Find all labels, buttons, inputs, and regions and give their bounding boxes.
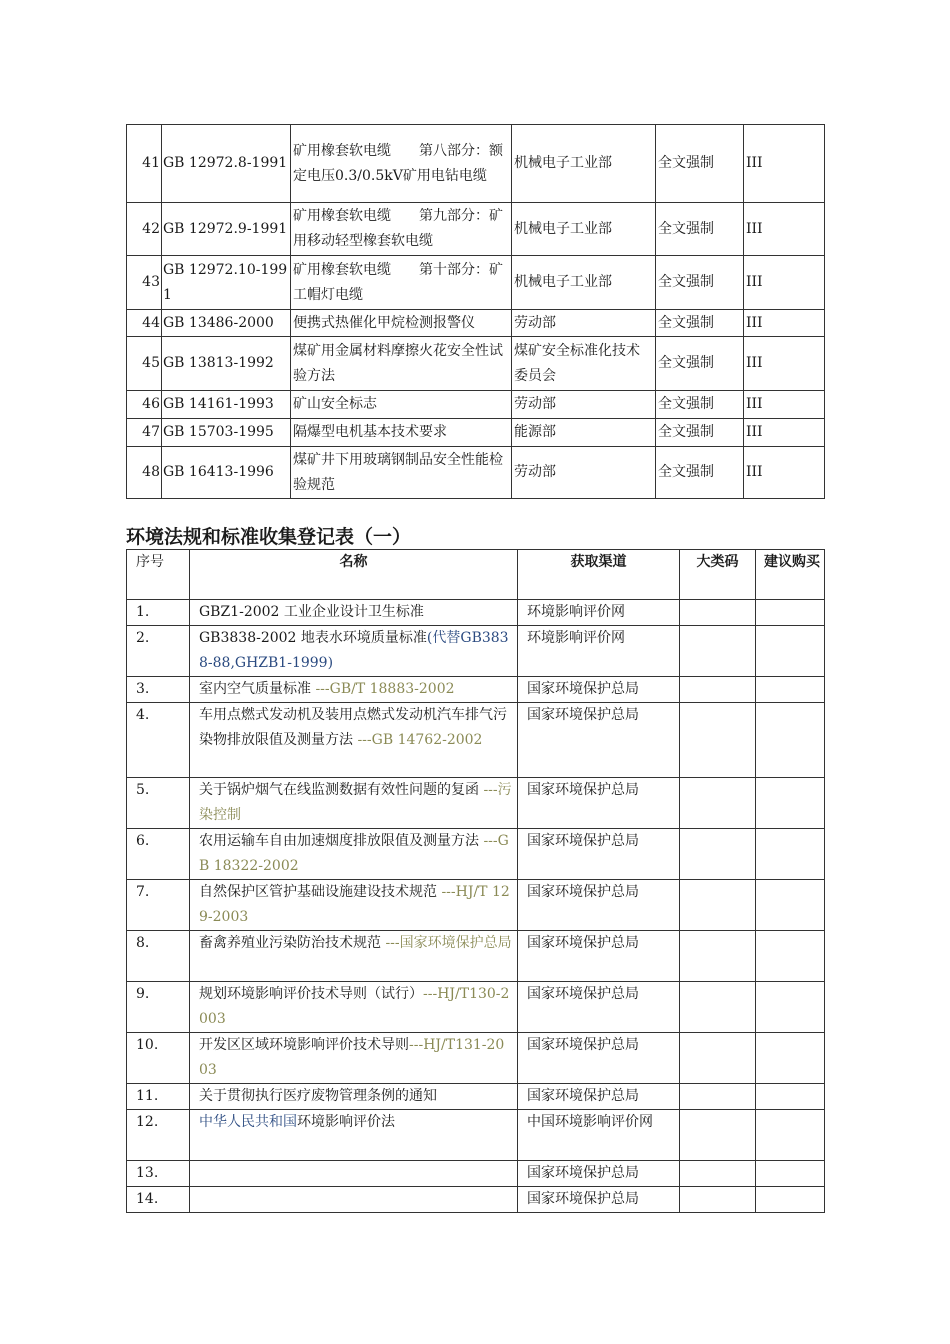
- regulation-suffix: ---污染控制: [199, 782, 512, 823]
- regulation-title: 开发区区域环境影响评价技术导则: [199, 1037, 409, 1053]
- source-channel: 国家环境保护总局: [518, 1084, 680, 1110]
- row-seq: 1.: [127, 600, 190, 626]
- category-code: [680, 1187, 756, 1213]
- row-number: 47: [127, 419, 162, 447]
- row-seq: 8.: [127, 931, 190, 982]
- row-seq: 6.: [127, 829, 190, 880]
- regulation-title: 关于贯彻执行医疗废物管理条例的通知: [199, 1088, 437, 1104]
- regulation-name: [190, 703, 518, 778]
- regulation-title: 规划环境影响评价技术导则（试行）: [199, 986, 423, 1002]
- standard-code: GB 16413-1996: [162, 447, 291, 499]
- row-number: 43: [127, 256, 162, 310]
- row-number: 45: [127, 337, 162, 391]
- row-number: 42: [127, 203, 162, 256]
- regulation-suffix: ---国家环境保护总局: [385, 935, 512, 951]
- header-suggest-buy: 建议购买: [756, 550, 825, 600]
- row-seq: 9.: [127, 982, 190, 1033]
- standard-name: 矿用橡套软电缆 第八部分：额定电压0.3/0.5kV矿用电钻电缆: [291, 125, 512, 203]
- enforcement-type: 全文强制: [656, 203, 744, 256]
- row-number: 46: [127, 391, 162, 419]
- table-row: [127, 1161, 825, 1187]
- regulation-name: [190, 600, 518, 626]
- regulation-name: [190, 1033, 518, 1084]
- regulation-name: [190, 626, 518, 677]
- header-source: 获取渠道: [518, 550, 680, 600]
- row-seq: 4.: [127, 703, 190, 778]
- source-channel: 中国环境影响评价网: [518, 1110, 680, 1161]
- regulation-name: [190, 880, 518, 931]
- suggest-buy: [756, 880, 825, 931]
- enforcement-type: 全文强制: [656, 256, 744, 310]
- regulation-suffix: ---HJ/T131-2003: [199, 1037, 505, 1078]
- source-channel: 环境影响评价网: [518, 626, 680, 677]
- table-row: [127, 703, 825, 778]
- row-number: 41: [127, 125, 162, 203]
- category-code: [680, 600, 756, 626]
- table-row: [127, 337, 825, 391]
- regulation-title: 关于锅炉烟气在线监测数据有效性问题的复函: [199, 782, 484, 798]
- standard-name: 煤矿用金属材料摩擦火花安全性试验方法: [291, 337, 512, 391]
- row-seq: 14.: [127, 1187, 190, 1213]
- regulation-title: GBZ1-2002 工业企业设计卫生标准: [199, 604, 424, 620]
- row-seq: 12.: [127, 1110, 190, 1161]
- source-channel: 国家环境保护总局: [518, 1187, 680, 1213]
- regulation-title: 农用运输车自由加速烟度排放限值及测量方法: [199, 833, 484, 849]
- table-row: [127, 931, 825, 982]
- table-row: [127, 626, 825, 677]
- level: III: [744, 391, 825, 419]
- category-code: [680, 778, 756, 829]
- standard-name: 煤矿井下用玻璃钢制品安全性能检验规范: [291, 447, 512, 499]
- table-row: [127, 256, 825, 310]
- header-category: 大类码: [680, 550, 756, 600]
- category-code: [680, 1084, 756, 1110]
- regulation-suffix: ---GB/T 18883-2002: [315, 681, 455, 697]
- issuing-department: 机械电子工业部: [512, 256, 656, 310]
- regulation-suffix: ---GB 18322-2002: [199, 833, 509, 874]
- standard-code: GB 13813-1992: [162, 337, 291, 391]
- table-row: [127, 391, 825, 419]
- standard-name: 矿山安全标志: [291, 391, 512, 419]
- enforcement-type: 全文强制: [656, 447, 744, 499]
- row-seq: 10.: [127, 1033, 190, 1084]
- suggest-buy: [756, 600, 825, 626]
- suggest-buy: [756, 1161, 825, 1187]
- section-title: 环境法规和标准收集登记表（一）: [126, 526, 412, 548]
- suggest-buy: [756, 1110, 825, 1161]
- category-code: [680, 703, 756, 778]
- standard-code: GB 12972.10-1991: [162, 256, 291, 310]
- standard-code: GB 12972.9-1991: [162, 203, 291, 256]
- row-seq: 11.: [127, 1084, 190, 1110]
- regulation-name: [190, 1084, 518, 1110]
- table-row: [127, 447, 825, 499]
- regulation-title: 环境影响评价法: [297, 1114, 395, 1130]
- regulation-name: [190, 829, 518, 880]
- regulation-link[interactable]: 中华人民共和国: [199, 1114, 297, 1130]
- enforcement-type: 全文强制: [656, 419, 744, 447]
- regulation-title: 车用点燃式发动机及装用点燃式发动机汽车排气污染物排放限值及测量方法: [199, 707, 507, 748]
- enforcement-type: 全文强制: [656, 337, 744, 391]
- level: III: [744, 203, 825, 256]
- standard-name: 隔爆型电机基本技术要求: [291, 419, 512, 447]
- suggest-buy: [756, 982, 825, 1033]
- standard-name: 矿用橡套软电缆 第十部分：矿工帽灯电缆: [291, 256, 512, 310]
- table-row: [127, 982, 825, 1033]
- source-channel: 国家环境保护总局: [518, 703, 680, 778]
- regulation-title: 自然保护区管护基础设施建设技术规范: [199, 884, 442, 900]
- source-channel: 国家环境保护总局: [518, 982, 680, 1033]
- category-code: [680, 829, 756, 880]
- regulation-suffix: ---HJ/T130-2003: [199, 986, 510, 1027]
- regulation-name: [190, 931, 518, 982]
- table-row: [127, 778, 825, 829]
- level: III: [744, 419, 825, 447]
- regulation-title: GB3838-2002 地表水环境质量标准: [199, 630, 427, 646]
- category-code: [680, 931, 756, 982]
- table-row: [127, 880, 825, 931]
- standard-code: GB 12972.8-1991: [162, 125, 291, 203]
- regulation-name: [190, 677, 518, 703]
- issuing-department: 劳动部: [512, 391, 656, 419]
- category-code: [680, 1161, 756, 1187]
- source-channel: 国家环境保护总局: [518, 931, 680, 982]
- category-code: [680, 982, 756, 1033]
- source-channel: 国家环境保护总局: [518, 829, 680, 880]
- table-row: [127, 677, 825, 703]
- row-seq: 3.: [127, 677, 190, 703]
- standard-code: GB 14161-1993: [162, 391, 291, 419]
- source-channel: 国家环境保护总局: [518, 880, 680, 931]
- table-header-row: [127, 550, 825, 600]
- table-row: [127, 125, 825, 203]
- level: III: [744, 310, 825, 337]
- suggest-buy: [756, 829, 825, 880]
- suggest-buy: [756, 1033, 825, 1084]
- issuing-department: 机械电子工业部: [512, 125, 656, 203]
- issuing-department: 劳动部: [512, 447, 656, 499]
- category-code: [680, 1033, 756, 1084]
- regulation-suffix: ---GB 14762-2002: [357, 732, 483, 748]
- table-row: [127, 310, 825, 337]
- table-row: [127, 1187, 825, 1213]
- suggest-buy: [756, 778, 825, 829]
- level: III: [744, 125, 825, 203]
- regulation-title: 室内空气质量标准: [199, 681, 316, 697]
- suggest-buy: [756, 677, 825, 703]
- source-channel: 环境影响评价网: [518, 600, 680, 626]
- standard-code: GB 15703-1995: [162, 419, 291, 447]
- category-code: [680, 880, 756, 931]
- suggest-buy: [756, 1084, 825, 1110]
- issuing-department: 能源部: [512, 419, 656, 447]
- header-seq: 序号: [127, 550, 190, 600]
- row-seq: 13.: [127, 1161, 190, 1187]
- suggest-buy: [756, 626, 825, 677]
- suggest-buy: [756, 931, 825, 982]
- category-code: [680, 626, 756, 677]
- suggest-buy: [756, 1187, 825, 1213]
- regulation-name: [190, 778, 518, 829]
- row-seq: 5.: [127, 778, 190, 829]
- source-channel: 国家环境保护总局: [518, 677, 680, 703]
- table-row: [127, 1110, 825, 1161]
- regulation-suffix: (代替GB3838-88,GHZB1-1999): [199, 630, 509, 671]
- enforcement-type: 全文强制: [656, 310, 744, 337]
- issuing-department: 劳动部: [512, 310, 656, 337]
- suggest-buy: [756, 703, 825, 778]
- regulation-suffix: ---HJ/T 129-2003: [199, 884, 510, 925]
- table-row: [127, 1084, 825, 1110]
- regulation-title: 畜禽养殖业污染防治技术规范: [199, 935, 386, 951]
- issuing-department: 煤矿安全标准化技术委员会: [512, 337, 656, 391]
- enforcement-type: 全文强制: [656, 125, 744, 203]
- enforcement-type: 全文强制: [656, 391, 744, 419]
- level: III: [744, 256, 825, 310]
- regulation-name: [190, 1110, 518, 1161]
- table-row: [127, 1033, 825, 1084]
- regulation-name: [190, 1187, 518, 1213]
- issuing-department: 机械电子工业部: [512, 203, 656, 256]
- environment-regulations-table: [126, 549, 825, 1213]
- category-code: [680, 677, 756, 703]
- regulation-name: [190, 1161, 518, 1187]
- level: III: [744, 337, 825, 391]
- row-number: 48: [127, 447, 162, 499]
- regulation-name: [190, 982, 518, 1033]
- row-seq: 7.: [127, 880, 190, 931]
- standard-name: 矿用橡套软电缆 第九部分：矿用移动轻型橡套软电缆: [291, 203, 512, 256]
- header-name: 名称: [190, 550, 518, 600]
- row-number: 44: [127, 310, 162, 337]
- row-seq: 2.: [127, 626, 190, 677]
- source-channel: 国家环境保护总局: [518, 1033, 680, 1084]
- table-row: [127, 203, 825, 256]
- table-row: [127, 419, 825, 447]
- source-channel: 国家环境保护总局: [518, 778, 680, 829]
- table-row: [127, 600, 825, 626]
- mining-standards-table: [126, 124, 825, 499]
- table-row: [127, 829, 825, 880]
- category-code: [680, 1110, 756, 1161]
- source-channel: 国家环境保护总局: [518, 1161, 680, 1187]
- level: III: [744, 447, 825, 499]
- standard-name: 便携式热催化甲烷检测报警仪: [291, 310, 512, 337]
- standard-code: GB 13486-2000: [162, 310, 291, 337]
